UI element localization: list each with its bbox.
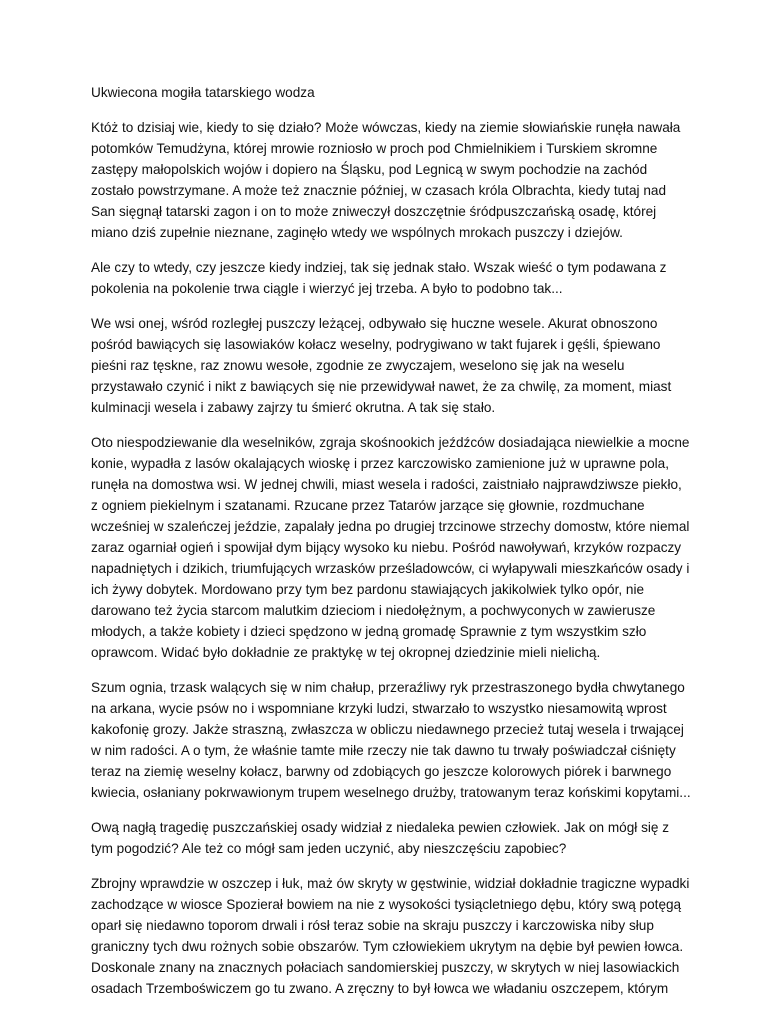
paragraph-3: We wsi onej, wśród rozległej puszczy leżącej, odbywało się huczne wesele. Akurat obnoszono pośród bawiących się lasowiaków kołacz weselny, podrygiwano w takt fujarek i gęśli, śpiewano pieśni raz tęskne, raz znowu wesołe, zgodnie ze zwyczajem, weselono się jak na weselu przystawało czynić i nikt z bawiących się nie przewidywał nawet, że za chwilę, za moment, miast kulminacji wesela i zabawy zajrzy tu śmierć okrutna. A tak się stało. [91, 316, 672, 415]
paragraph-1: Któż to dzisiaj wie, kiedy to się działo? Może wówczas, kiedy na ziemie słowiańskie runęła nawała potomków Temudżyna, której mrowie rozniosło w proch pod Chmielnikiem i Turskiem skromne zastępy małopolskich wojów i dopiero na Śląsku, pod Legnicą w swym pochodzie na zachód zostało powstrzymane. A może też znacznie później, w czasach króla Olbrachta, kiedy tutaj nad San sięgnął tatarski zagon i on to może zniweczył doszczętnie śródpuszczańską osadę, której miano dziś zupełnie nieznane, zaginęło wtedy we wspólnych mrokach puszczy i dziejów. [91, 120, 681, 240]
paragraph-6: Ową nagłą tragedię puszczańskiej osady widział z niedaleka pewien człowiek. Jak on mógł się z tym pogodzić? Ale też co mógł sam jeden uczynić, aby nieszczęściu zapobiec? [91, 820, 670, 856]
paragraph-2: Ale czy to wtedy, czy jeszcze kiedy indziej, tak się jednak stało. Wszak wieść o tym podawana z pokolenia na pokolenie trwa ciągle i wierzyć jej trzeba. A było to podobno tak... [91, 260, 667, 296]
paragraph-5: Szum ognia, trzask walących się w nim chałup, przeraźliwy ryk przestraszonego bydła chwytanego na arkana, wycie psów no i wspomniane krzyki ludzi, stwarzało to wszystko niesamowitą wprost kakofonię grozy. Jakże straszną, zwłaszcza w obliczu niedawnego przecież tutaj wesela i trwającej w nim radości. A o tym, że właśnie tamte miłe rzeczy nie tak dawno tu trwały poświadczał ciśnięty teraz na ziemię weselny kołacz, barwny od zdobiących go jeszcze kolorowych piórek i barwnego kwiecia, osłaniany pokrwawionym trupem weselnego drużby, tratowanym teraz końskimi kopytami... [91, 680, 691, 800]
document-page [91, 82, 691, 1013]
paragraph-7: Zbrojny wprawdzie w oszczep i łuk, maż ów skryty w gęstwinie, widział dokładnie tragiczne wypadki zachodzące w wiosce Spozierał bowiem na nie z wysokości tysiącletniego dębu, który swą potęgą oparł się niedawno toporom drwali i rósł teraz sobie na skraju puszczy i karczowiska niby słup graniczny tych dwu rożnych sobie obszarów. Tym człowiekiem ukrytym na dębie był pewien łowca. Doskonale znany na znacznych połaciach sandomierskiej puszczy, w skrytych w niej lasowiackich osadach Trzemboświczem go tu zwano. A zręczny to był łowca we władaniu oszczepem, którym [91, 876, 690, 996]
document-title: Ukwiecona mogiła tatarskiego wodza [91, 85, 315, 100]
paragraph-4: Oto niespodziewanie dla weselników, zgraja skośnookich jeźdźców dosiadająca niewielkie a mocne konie, wypadła z lasów okalających wioskę i przez karczowisko zamienione już w uprawne pola, runęła na domostwa wsi. W jednej chwili, miast wesela i radości, zaistniało najprawdziwsze piekło, z ogniem piekielnym i szatanami. Rzucane przez Tatarów jarzące się głownie, rozdmuchane wcześniej w szaleńczej jeździe, zapalały jedna po drugiej trzcinowe strzechy domostw, które niemal zaraz ogarniał ogień i spowijał dym bijący wysoko ku niebu. Pośród nawoływań, krzyków rozpaczy napadniętych i dzikich, triumfujących wrzasków prześladowców, ci wyłapywali mieszkańców osady i ich żywy dobytek. Mordowano przy tym bez pardonu stawiających jakikolwiek tylko opór, nie darowano też życia starcom malutkim dzieciom i niedołężnym, a pochwyconych w zawierusze młodych, a także kobiety i dzieci spędzono w jedną gromadę Sprawnie z tym wszystkim szło oprawcom. Widać było dokładnie ze praktykę w tej okropnej dziedzinie mieli nielichą. [91, 435, 690, 660]
